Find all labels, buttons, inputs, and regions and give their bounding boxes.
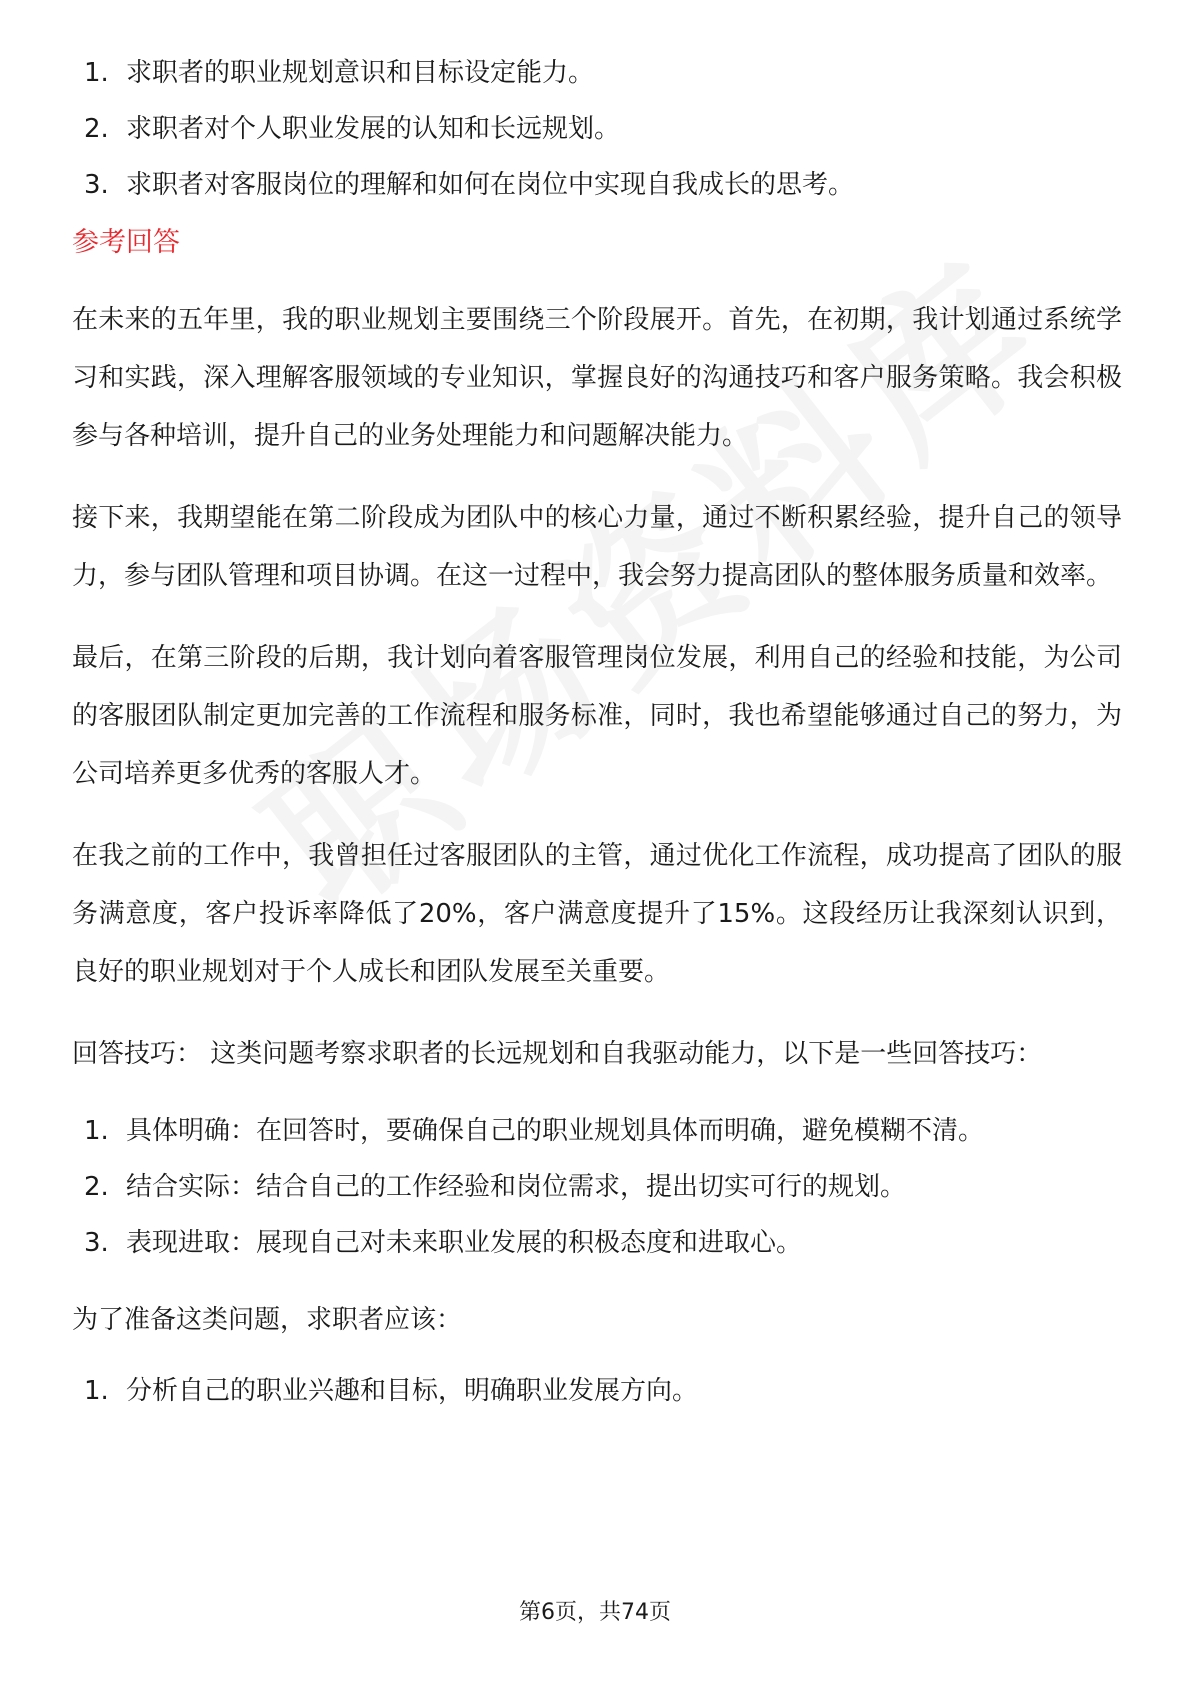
list-item-number: 3. <box>84 170 109 200</box>
list-item-number: 1. <box>84 1376 109 1406</box>
list-item <box>72 55 1122 91</box>
list-item-number: 3. <box>84 1228 109 1258</box>
list-item-text: 求职者对个人职业发展的认知和长远规划。 <box>126 114 621 144</box>
list-item <box>72 167 1122 203</box>
list-item <box>72 1225 1122 1261</box>
prep-list <box>72 1373 1122 1409</box>
tips-list <box>72 1113 1122 1261</box>
list-item <box>72 1373 1122 1409</box>
list-item-number: 1. <box>84 58 109 88</box>
list-item <box>72 111 1122 147</box>
list-item-text: 结合实际：结合自己的工作经验和岗位需求，提出切实可行的规划。 <box>126 1172 907 1202</box>
list-item <box>72 1113 1122 1149</box>
page-content <box>72 55 1122 1429</box>
paragraph: 在未来的五年里，我的职业规划主要围绕三个阶段展开。首先，在初期，我计划通过系统学习和实践，深入理解客服领域的专业知识，掌握良好的沟通技巧和客户服务策略。我会积极参与各种培训，提升自己的业务处理能力和问题解决能力。 <box>72 305 1122 451</box>
paragraph: 在我之前的工作中，我曾担任过客服团队的主管，通过优化工作流程，成功提高了团队的服务满意度，客户投诉率降低了20%，客户满意度提升了15%。这段经历让我深刻认识到，良好的职业规划对于个人成长和团队发展至关重要。 <box>72 841 1122 987</box>
list-item-text: 表现进取：展现自己对未来职业发展的积极态度和进取心。 <box>126 1228 803 1258</box>
list-item-number: 2. <box>84 114 109 144</box>
paragraph: 接下来，我期望能在第二阶段成为团队中的核心力量，通过不断积累经验，提升自己的领导力，参与团队管理和项目协调。在这一过程中，我会努力提高团队的整体服务质量和效率。 <box>72 503 1122 591</box>
list-item-text: 求职者的职业规划意识和目标设定能力。 <box>126 58 595 88</box>
list-item-number: 1. <box>84 1116 109 1146</box>
list-item-text: 具体明确：在回答时，要确保自己的职业规划具体而明确，避免模糊不清。 <box>126 1116 985 1146</box>
answer-tips-paragraph: 回答技巧： 这类问题考察求职者的长远规划和自我驱动能力，以下是一些回答技巧： <box>72 1039 1043 1069</box>
intro-list <box>72 55 1122 203</box>
prep-paragraph: 为了准备这类问题，求职者应该： <box>72 1305 463 1335</box>
list-item-text: 求职者对客服岗位的理解和如何在岗位中实现自我成长的思考。 <box>126 170 855 200</box>
page-number-footer: 第6页，共74页 <box>519 1600 671 1625</box>
list-item <box>72 1169 1122 1205</box>
list-item-number: 2. <box>84 1172 109 1202</box>
section-title: 参考回答 <box>72 227 180 258</box>
paragraph: 最后，在第三阶段的后期，我计划向着客服管理岗位发展，利用自己的经验和技能，为公司的客服团队制定更加完善的工作流程和服务标准，同时，我也希望能够通过自己的努力，为公司培养更多优秀的客服人才。 <box>72 643 1122 789</box>
list-item-text: 分析自己的职业兴趣和目标，明确职业发展方向。 <box>126 1376 699 1406</box>
